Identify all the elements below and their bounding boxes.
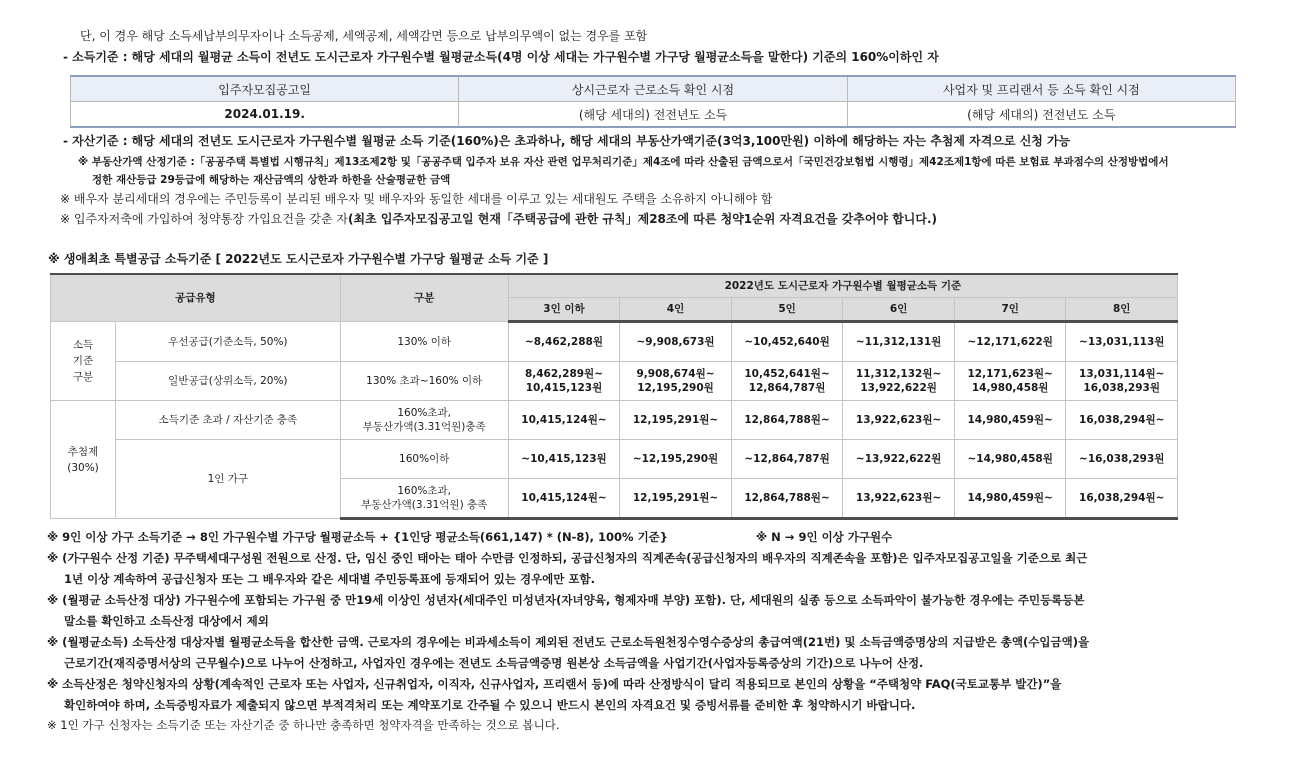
col-size-3: 3인 이하 [508,298,620,322]
cell-value: 11,312,132원~ 13,922,622원 [843,362,955,401]
cell-value: ~11,312,131원 [843,322,955,362]
row-asset-class: 160%초과, 부동산가액(3.31억원)충족 [340,401,508,440]
col-size-4: 4인 [620,298,732,322]
cell-value: ~12,195,290원 [620,440,732,479]
note-household-count-b: 1년 이상 계속하여 공급신청자 또는 그 배우자와 같은 세대별 주민등록표에 등재되어 있는 경우에만 포함. [64,572,595,586]
row-priority-class: 130% 이하 [340,322,508,362]
value-business-check: (해당 세대의) 전전년도 소득 [847,102,1235,128]
header-announce-date: 입주자모집공고일 [71,76,459,102]
col-size-7: 7인 [954,298,1066,322]
cell-value: 12,864,788원~ [731,401,843,440]
cell-value: 8,462,289원~ 10,415,123원 [508,362,620,401]
col-size-6: 6인 [843,298,955,322]
asset-note-2: ※ 배우자 분리세대의 경우에는 주민등록이 분리된 배우자 및 배우자와 동일한 세대를 이루고 있는 세대원도 주택을 소유하지 아니해야 함 [60,192,773,206]
row-single-asset-class: 160%초과, 부동산가액(3.31억원) 충족 [340,479,508,519]
col-classification: 구분 [340,274,508,322]
row-priority-type: 우선공급(기준소득, 50%) [116,322,341,362]
group-lottery: 추첨제 (30%) [51,401,116,519]
cell-value: 14,980,459원~ [954,479,1066,519]
cell-value: 10,415,124원~ [508,401,620,440]
header-business-check: 사업자 및 프리랜서 등 소득 확인 시점 [847,76,1235,102]
asset-note-1b: 정한 재산등급 29등급에 해당하는 재산금액의 상한과 하한을 산술평균한 금액 [92,174,451,186]
note-monthly-income-a: ※ (월평균소득) 소득산정 대상자별 월평균소득을 합산한 금액. 근로자의 경우에는 비과세소득이 제외된 전년도 근로소득원천징수영수증상의 총급여액(21번) 및 소득금액증명상의 지급받은 총액(수입금액)을 [47,635,1090,649]
cell-value: ~13,922,622원 [843,440,955,479]
row-general-type: 일반공급(상위소득, 20%) [116,362,341,401]
cell-value: 12,195,291원~ [620,401,732,440]
cell-value: 14,980,459원~ [954,401,1066,440]
cell-value: 13,922,623원~ [843,479,955,519]
intro-line-1: 단, 이 경우 해당 소득세납부의무자이나 소득공제, 세액공제, 세액감면 등으로 납부의무액이 없는 경우를 포함 [80,29,648,43]
note-monthly-income-b: 근로기간(재직증명서상의 근무월수)으로 나누어 산정하고, 사업자인 경우에는 전년도 소득금액증명 원본상 소득금액을 사업기간(사업자등록증상의 기간)으로 나누어 산정. [64,656,924,670]
note-n-definition: ※ N → 9인 이상 가구원수 [756,530,893,544]
row-single-class: 160%이하 [340,440,508,479]
cell-value: 12,195,291원~ [620,479,732,519]
cell-value: ~16,038,293원 [1066,440,1178,479]
cell-value: 10,415,124원~ [508,479,620,519]
asset-note-3b: (최초 입주자모집공고일 현재「주택공급에 관한 규칙」제28조에 따른 청약1순위 자격요건을 갖추어야 합니다.) [347,212,938,226]
cell-value: ~9,908,673원 [620,322,732,362]
col-group-header: 2022년도 도시근로자 가구원수별 월평균소득 기준 [508,274,1177,298]
cell-value: ~13,031,113원 [1066,322,1178,362]
income-criteria-line: - 소득기준 : 해당 세대의 월평균 소득이 전년도 도시근로자 가구원수별 월평균소득(4명 이상 세대는 가구원수별 가구당 월평균소득을 말한다) 기준의 160%이하인 자 [63,50,939,64]
cell-value: ~10,415,123원 [508,440,620,479]
income-standard-table [50,273,1178,520]
cell-value: 16,038,294원~ [1066,401,1178,440]
value-announce-date: 2024.01.19. [71,102,459,128]
header-employee-check: 상시근로자 근로소득 확인 시점 [459,76,847,102]
note-calculation-a: ※ 소득산정은 청약신청자의 상황(계속적인 근로자 또는 사업자, 신규취업자, 이직자, 신규사업자, 프리랜서 등)에 따라 산정방식이 달리 적용되므로 본인의 상황을 “주택청약 FAQ(국토교통부 발간)”을 [47,677,1062,691]
cell-value: 9,908,674원~ 12,195,290원 [620,362,732,401]
cell-value: ~10,452,640원 [731,322,843,362]
note-household-count-a: ※ (가구원수 산정 기준) 무주택세대구성원 전원으로 산정. 단, 임신 중인 태아는 태아 수만큼 인정하되, 공급신청자의 직계존속(공급신청자의 배우자의 직계존속을 포함)은 입주자모집공고일을 기준으로 최근 [47,551,1088,565]
group-income-criteria: 소득 기준 구분 [51,322,116,401]
cell-value: 10,452,641원~ 12,864,787원 [731,362,843,401]
row-single-type: 1인 가구 [116,440,341,519]
col-supply-type: 공급유형 [51,274,341,322]
asset-note-3a: ※ 입주자저축에 가입하여 청약통장 가입요건을 갖춘 자 [60,212,348,226]
row-asset-type: 소득기준 초과 / 자산기준 충족 [116,401,341,440]
cell-value: ~8,462,288원 [508,322,620,362]
income-check-table [70,75,1236,128]
asset-criteria-line: - 자산기준 : 해당 세대의 전년도 도시근로자 가구원수별 월평균 소득 기준(160%)은 초과하나, 해당 세대의 부동산가액기준(3억3,100만원) 이하에 해당하는 자는 추첨제 자격으로 신청 가능 [63,134,1071,148]
value-employee-check: (해당 세대의) 전전년도 소득 [459,102,847,128]
cell-value: 13,031,114원~ 16,038,293원 [1066,362,1178,401]
note-9plus: ※ 9인 이상 가구 소득기준 → 8인 가구원수별 가구당 월평균소득 + {1인당 평균소득(661,147) * (N-8), 100% 기준} [47,530,668,544]
note-income-target-a: ※ (월평균 소득산정 대상) 가구원수에 포함되는 가구원 중 만19세 이상인 성년자(세대주인 미성년자(자녀양육, 형제자매 부양) 포함). 단, 세대원의 실종 등으로 소득파악이 불가능한 경우에는 주민등록등본 [47,593,1085,607]
col-size-5: 5인 [731,298,843,322]
cell-value: ~14,980,458원 [954,440,1066,479]
col-size-8: 8인 [1066,298,1178,322]
cell-value: ~12,171,622원 [954,322,1066,362]
cell-value: 12,171,623원~ 14,980,458원 [954,362,1066,401]
cell-value: 13,922,623원~ [843,401,955,440]
cell-value: ~12,864,787원 [731,440,843,479]
row-general-class: 130% 초과~160% 이하 [340,362,508,401]
asset-note-1a: ※ 부동산가액 산정기준 :「공공주택 특별법 시행규칙」제13조제2항 및「공공주택 입주자 보유 자산 관련 업무처리기준」제4조에 따라 산출된 금액으로서「국민건강보험법 시행령」제42조제1항에 따른 보험료 부과점수의 산정방법에서 [78,156,1169,168]
cell-value: 16,038,294원~ [1066,479,1178,519]
note-income-target-b: 말소를 확인하고 소득산정 대상에서 제외 [64,614,269,628]
note-calculation-b: 확인하여야 하며, 소득증빙자료가 제출되지 않으면 부적격처리 또는 계약포기로 간주될 수 있으니 반드시 본인의 자격요건 및 증빙서류를 준비한 후 청약하시기 바랍니다. [64,698,916,712]
cell-value: 12,864,788원~ [731,479,843,519]
section-title: ※ 생애최초 특별공급 소득기준 [ 2022년도 도시근로자 가구원수별 가구당 월평균 소득 기준 ] [48,252,549,266]
note-single-household: ※ 1인 가구 신청자는 소득기준 또는 자산기준 중 하나만 충족하면 청약자격을 만족하는 것으로 봅니다. [47,718,560,732]
